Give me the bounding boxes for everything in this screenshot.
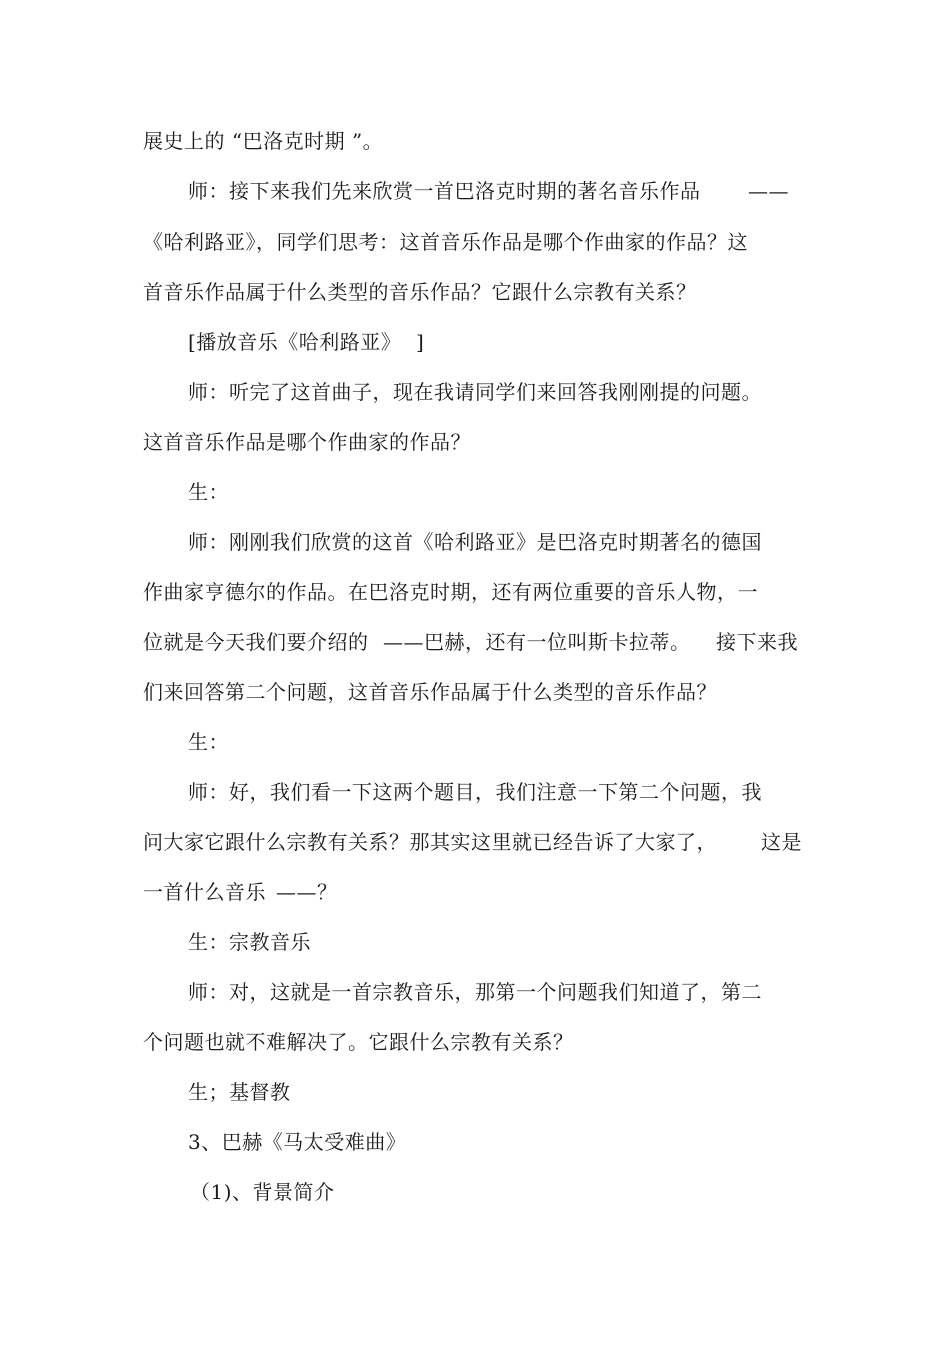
text-line: ] [416,330,425,354]
text-line: 师：对，这就是一首宗教音乐，那第一个问题我们知道了，第二 [188,980,762,1004]
text-line: 师：好，我们看一下这两个题目，我们注意一下第二个问题，我 [188,780,762,804]
text-line: 位就是今天我们要介绍的 [143,630,369,654]
text-line: 展史上的 “巴洛克时期 ”。 [143,129,384,153]
text-line: 问大家它跟什么宗教有关系？那其实这里就已经告诉了大家了， [143,830,717,854]
subsection-heading: （1)、背景简介 [190,1180,335,1204]
text-line: 这首音乐作品是哪个作曲家的作品？ [143,430,471,454]
text-line: [播放音乐《哈利路亚》 [188,330,402,354]
text-line: ——？ [276,880,338,904]
text-line: 个问题也就不难解决了。它跟什么宗教有关系？ [143,1030,574,1054]
text-line: 首音乐作品属于什么类型的音乐作品？它跟什么宗教有关系？ [143,280,697,304]
text-line: 作曲家亨德尔的作品。在巴洛克时期，还有两位重要的音乐人物，一 [143,580,758,604]
text-line: 们来回答第二个问题，这首音乐作品属于什么类型的音乐作品？ [143,680,717,704]
text-line: 这是 [761,830,802,854]
text-line: 师：接下来我们先来欣赏一首巴洛克时期的著名音乐作品 [188,179,701,203]
text-line: 生： [188,480,229,504]
text-line: 《哈利路亚》，同学们思考：这首音乐作品是哪个作曲家的作品？这 [143,230,748,254]
text-line: 师：听完了这首曲子，现在我请同学们来回答我刚刚提的问题。 [188,380,762,404]
text-line: 生；基督教 [188,1080,291,1104]
text-line: 接下来我 [716,630,798,654]
section-heading: 3、巴赫《马太受难曲》 [188,1130,407,1154]
text-line: 生：宗教音乐 [188,930,311,954]
text-line: 生： [188,730,229,754]
text-line: 师：刚刚我们欣赏的这首《哈利路亚》是巴洛克时期著名的德国 [188,530,762,554]
text-line: 一首什么音乐 [143,880,266,904]
text-line: ——巴赫，还有一位叫斯卡拉蒂。 [383,630,691,654]
text-line: —— [748,179,789,203]
